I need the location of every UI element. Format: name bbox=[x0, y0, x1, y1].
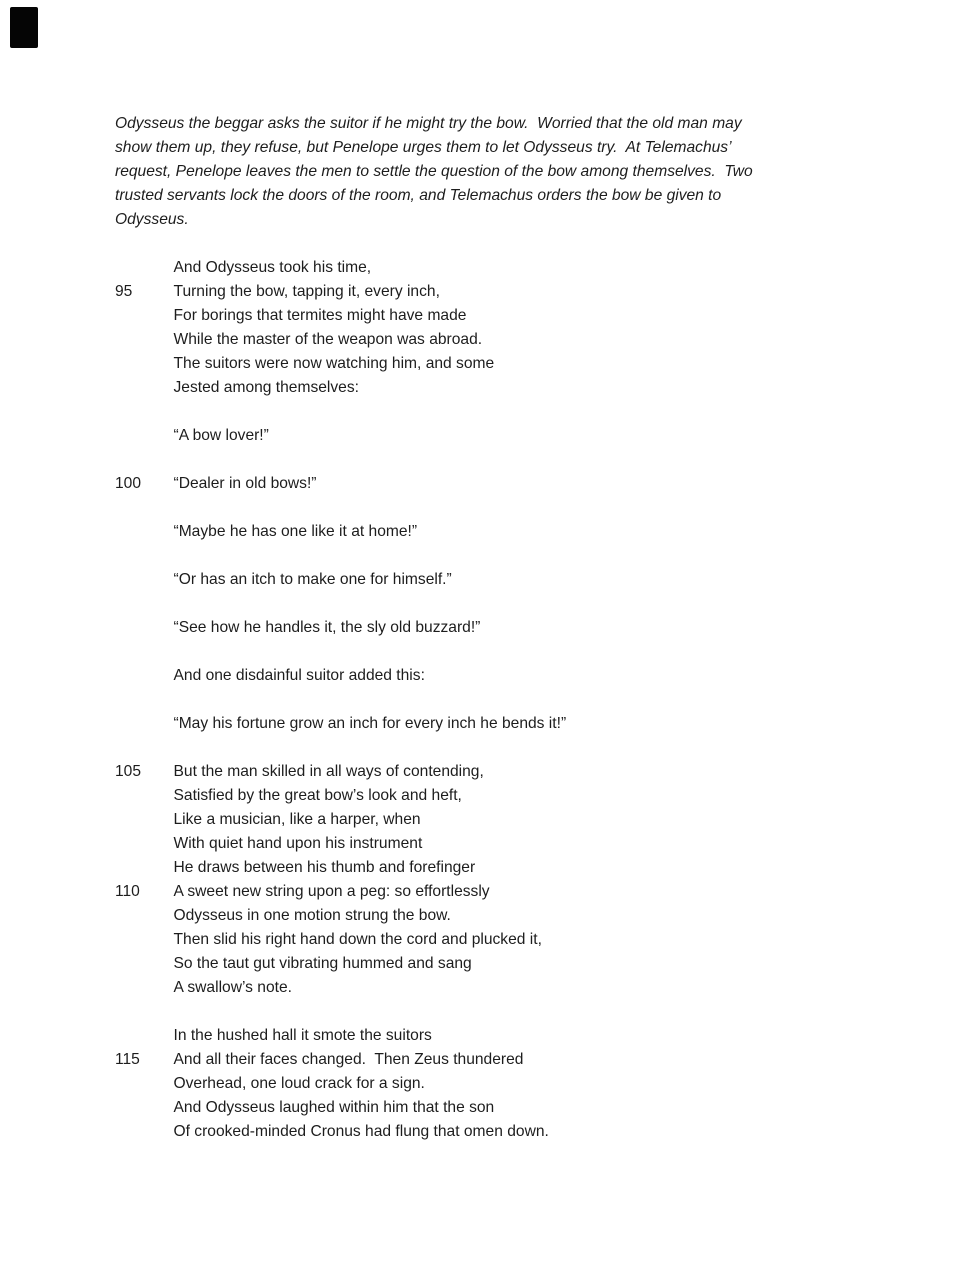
poem-row bbox=[115, 520, 566, 544]
poem-row bbox=[115, 640, 566, 664]
line-number bbox=[115, 256, 174, 280]
poem-body bbox=[115, 256, 566, 1144]
verse-text: Turning the bow, tapping it, every inch, bbox=[173, 283, 440, 300]
poem-row bbox=[115, 280, 566, 304]
line-number: 95 bbox=[115, 283, 133, 300]
line-number bbox=[115, 400, 174, 424]
poem-row bbox=[115, 928, 566, 952]
line-number bbox=[115, 448, 174, 472]
line-number bbox=[115, 424, 174, 448]
verse-text: And Odysseus laughed within him that the son bbox=[173, 1099, 495, 1116]
poem-row bbox=[115, 832, 566, 856]
line-number bbox=[115, 808, 174, 832]
line-number bbox=[115, 1096, 174, 1120]
poem-row bbox=[115, 880, 566, 904]
poem-row bbox=[115, 760, 566, 784]
poem-row bbox=[115, 256, 566, 280]
verse-text: And one disdainful suitor added this: bbox=[173, 667, 425, 684]
verse-text: Jested among themselves: bbox=[173, 379, 359, 396]
verse-text: The suitors were now watching him, and some bbox=[173, 355, 495, 372]
verse-text: But the man skilled in all ways of contending, bbox=[173, 763, 484, 780]
line-number bbox=[115, 304, 174, 328]
line-number bbox=[115, 736, 174, 760]
verse-text: Odysseus in one motion strung the bow. bbox=[173, 907, 451, 924]
intro-line: Odysseus. bbox=[115, 211, 189, 228]
poem-row bbox=[115, 376, 566, 400]
verse-text: A swallow’s note. bbox=[173, 979, 292, 996]
line-number bbox=[115, 856, 174, 880]
line-number bbox=[115, 1000, 174, 1024]
verse-text: Satisfied by the great bow’s look and heft, bbox=[173, 787, 462, 804]
verse-text: And Odysseus took his time, bbox=[173, 259, 372, 276]
poem-row bbox=[115, 952, 566, 976]
poem-row bbox=[115, 736, 566, 760]
poem-row bbox=[115, 328, 566, 352]
poem-row bbox=[115, 1096, 566, 1120]
intro-paragraph bbox=[115, 112, 753, 232]
line-number bbox=[115, 928, 174, 952]
poem-row bbox=[115, 904, 566, 928]
verse-text: In the hushed hall it smote the suitors bbox=[173, 1027, 432, 1044]
poem-row bbox=[115, 448, 566, 472]
poem-row bbox=[115, 592, 566, 616]
verse-text: Of crooked-minded Cronus had flung that omen down. bbox=[173, 1123, 549, 1140]
poem-row bbox=[115, 544, 566, 568]
line-number bbox=[115, 1024, 174, 1048]
line-number bbox=[115, 832, 174, 856]
line-number: 110 bbox=[115, 883, 140, 900]
poem-row bbox=[115, 976, 566, 1000]
poem-row bbox=[115, 352, 566, 376]
poem-row bbox=[115, 856, 566, 880]
line-number: 100 bbox=[115, 475, 142, 492]
intro-line: trusted servants lock the doors of the room, and Telemachus orders the bow be given to bbox=[115, 187, 722, 204]
verse-text: And all their faces changed. Then Zeus thundered bbox=[173, 1051, 524, 1068]
poem-row bbox=[115, 1072, 566, 1096]
poem-row bbox=[115, 400, 566, 424]
intro-line: Odysseus the beggar asks the suitor if he might try the bow. Worried that the old man may bbox=[115, 115, 742, 132]
verse-text: “Dealer in old bows!” bbox=[173, 475, 317, 492]
line-number bbox=[115, 520, 174, 544]
verse-text: “Or has an itch to make one for himself.” bbox=[173, 571, 452, 588]
poem-row bbox=[115, 1024, 566, 1048]
verse-text: For borings that termites might have made bbox=[173, 307, 467, 324]
verse-text: He draws between his thumb and forefinger bbox=[173, 859, 476, 876]
line-number bbox=[115, 976, 174, 1000]
poem-row bbox=[115, 808, 566, 832]
line-number bbox=[115, 664, 174, 688]
line-number bbox=[115, 952, 174, 976]
line-number bbox=[115, 640, 174, 664]
poem-row bbox=[115, 784, 566, 808]
verse-text: Like a musician, like a harper, when bbox=[173, 811, 421, 828]
poem-row bbox=[115, 472, 566, 496]
line-number bbox=[115, 352, 174, 376]
verse-text: “Maybe he has one like it at home!” bbox=[173, 523, 418, 540]
verse-text: “May his fortune grow an inch for every inch he bends it!” bbox=[173, 715, 567, 732]
line-number bbox=[115, 496, 174, 520]
verse-text: “See how he handles it, the sly old buzzard!” bbox=[173, 619, 481, 636]
verse-text: A sweet new string upon a peg: so effortlessly bbox=[173, 883, 490, 900]
line-number bbox=[115, 616, 174, 640]
verse-text: “A bow lover!” bbox=[173, 427, 269, 444]
verse-text: So the taut gut vibrating hummed and sang bbox=[173, 955, 472, 972]
intro-line: request, Penelope leaves the men to settle the question of the bow among themselves. Two bbox=[115, 163, 753, 180]
line-number bbox=[115, 568, 174, 592]
poem-row bbox=[115, 1048, 566, 1072]
line-number bbox=[115, 592, 174, 616]
line-number: 115 bbox=[115, 1051, 140, 1068]
scan-artifact bbox=[10, 7, 38, 48]
poem-row bbox=[115, 304, 566, 328]
line-number bbox=[115, 784, 174, 808]
line-number: 105 bbox=[115, 763, 142, 780]
poem-row bbox=[115, 1000, 566, 1024]
poem-row bbox=[115, 664, 566, 688]
intro-line: show them up, they refuse, but Penelope urges them to let Odysseus try. At Telemachus’ bbox=[115, 139, 732, 156]
verse-text: While the master of the weapon was abroad. bbox=[173, 331, 483, 348]
line-number bbox=[115, 544, 174, 568]
verse-text: Overhead, one loud crack for a sign. bbox=[173, 1075, 425, 1092]
line-number bbox=[115, 328, 174, 352]
line-number bbox=[115, 712, 174, 736]
poem-row bbox=[115, 688, 566, 712]
poem-row bbox=[115, 568, 566, 592]
poem-row bbox=[115, 424, 566, 448]
poem-row bbox=[115, 712, 566, 736]
line-number bbox=[115, 376, 174, 400]
verse-text: Then slid his right hand down the cord and plucked it, bbox=[173, 931, 542, 948]
poem-row bbox=[115, 616, 566, 640]
line-number bbox=[115, 688, 174, 712]
line-number bbox=[115, 1072, 174, 1096]
line-number bbox=[115, 1120, 174, 1144]
poem-row bbox=[115, 496, 566, 520]
poem-row bbox=[115, 1120, 566, 1144]
line-number bbox=[115, 904, 174, 928]
verse-text: With quiet hand upon his instrument bbox=[173, 835, 423, 852]
